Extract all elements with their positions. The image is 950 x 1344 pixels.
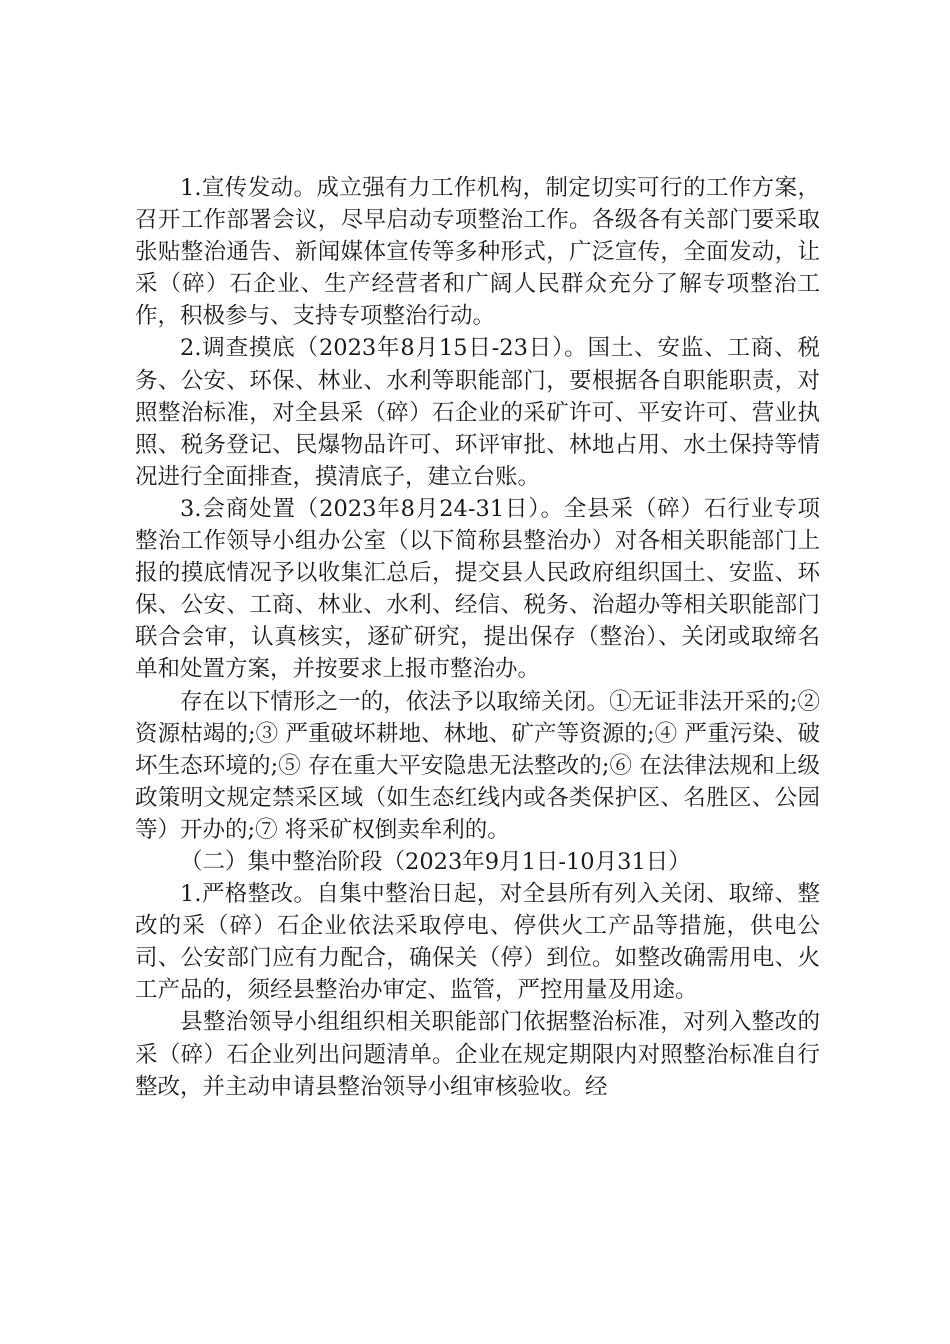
section-heading-concentrated-rectification: （二）集中整治阶段（2023年9月1日-10月31日）: [180, 848, 691, 875]
document-body: [135, 172, 820, 1103]
paragraph-consultation: 3.会商处置（2023年8月24-31日）。全县采（碎）石行业专项整治工作领导小组办公室（以下简称县整治办）对各相关职能部门上报的摸底情况予以收集汇总后，提交县人民政府组织国土、安监、环保、公安、工商、林业、水利、经信、税务、治超办等相关职能部门联合会审，认真核实，逐矿研究，提出保存（整治）、关闭或取缔名单和处置方案，并按要求上报市整治办。: [135, 495, 820, 683]
paragraph-investigation: 2.调查摸底（2023年8月15日-23日）。国土、安监、工商、税务、公安、环保、林业、水利等职能部门，要根据各自职能职责，对照整治标准，对全县采（碎）石企业的采矿许可、平安许可、营业执照、税务登记、民爆物品许可、环评审批、林地占用、水土保持等情况进行全面排查，摸清底子，建立台账。: [135, 335, 820, 490]
paragraph-closure-conditions: 存在以下情形之一的，依法予以取缔关闭。①无证非法开采的;② 资源枯竭的;③ 严重破坏耕地、林地、矿产等资源的;④ 严重污染、破坏生态环境的;⑤ 存在重大平安隐患无法整改的;⑥ 在法律法规和上级政策明文规定禁采区域（如生态红线内或各类保护区、名胜区、公园等）开办的;⑦ 将采矿权倒卖牟利的。: [135, 688, 820, 843]
paragraph-publicity: 1.宣传发动。成立强有力工作机构，制定切实可行的工作方案，召开工作部署会议，尽早启动专项整治工作。各级各有关部门要采取张贴整治通告、新闻媒体宣传等多种形式，广泛宣传，全面发动，让采（碎）石企业、生产经营者和广阔人民群众充分了解专项整治工作，积极参与、支持专项整治行动。: [135, 175, 820, 330]
paragraph-problem-list: 县整治领导小组组织相关职能部门依据整治标准，对列入整改的采（碎）石企业列出问题清单。企业在规定期限内对照整治标准自行整改，并主动申请县整治领导小组审核验收。经: [135, 1009, 820, 1100]
paragraph-strict-rectification: 1.严格整改。自集中整治日起，对全县所有列入关闭、取缔、整改的采（碎）石企业依法采取停电、停供火工产品等措施，供电公司、公安部门应有力配合，确保关（停）到位。如整改确需用电、火工产品的，须经县整治办审定、监管，严控用量及用途。: [135, 881, 820, 1004]
